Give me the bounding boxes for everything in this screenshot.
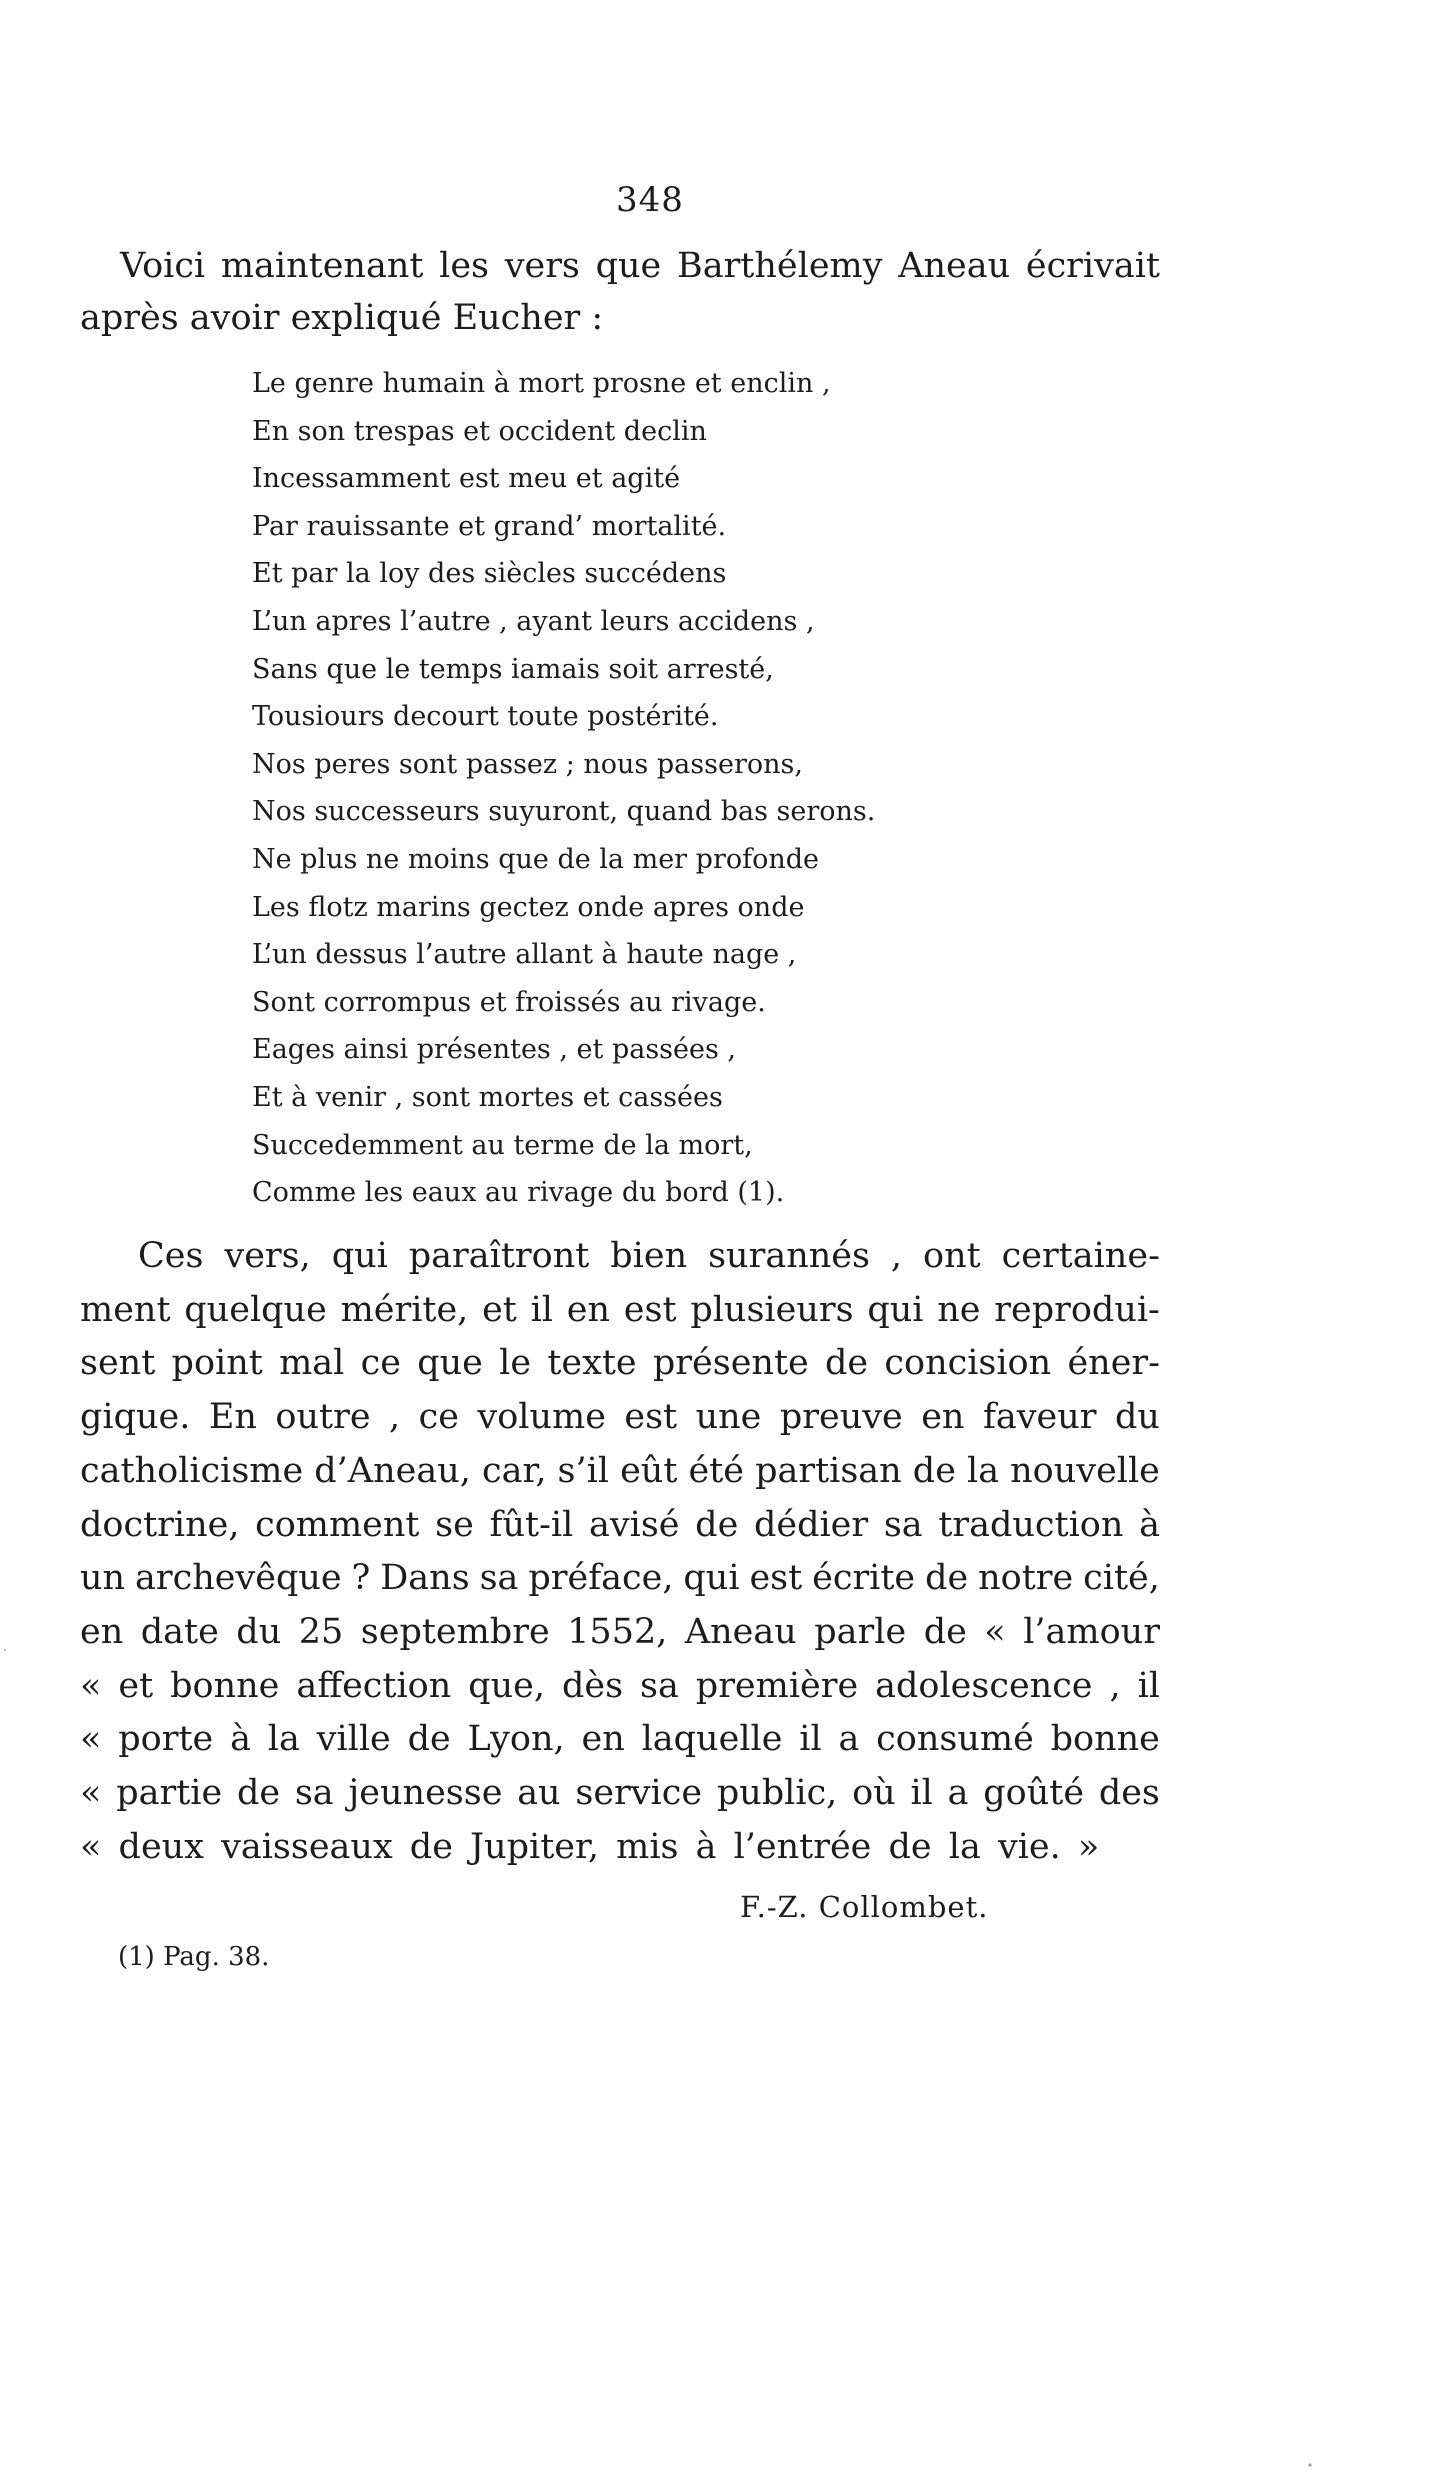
word: le: [499, 1343, 532, 1384]
word: Dans: [380, 1558, 470, 1599]
word: plusieurs: [690, 1289, 854, 1330]
word: ,: [1109, 1665, 1121, 1706]
word: concision: [884, 1343, 1052, 1384]
word: des: [1098, 1773, 1160, 1814]
word: est: [749, 1558, 803, 1599]
word: ville: [316, 1719, 391, 1760]
word: nouvelle: [1010, 1450, 1160, 1491]
author-signature: F.-Z. Collombet.: [740, 1890, 989, 1924]
poem-line: En son trespas et occident declin: [252, 415, 707, 447]
poem-line: Par rauissante et grand’ mortalité.: [252, 510, 727, 542]
word: septembre: [360, 1611, 550, 1652]
footnote: (1) Pag. 38.: [118, 1942, 270, 1972]
word: point: [171, 1343, 263, 1384]
word: présente: [652, 1343, 809, 1384]
word: faveur: [982, 1397, 1097, 1438]
word: bien: [610, 1236, 688, 1276]
word: il: [530, 1289, 553, 1330]
word: goûté: [983, 1773, 1085, 1814]
word: où: [852, 1773, 896, 1814]
word: sa: [640, 1665, 679, 1706]
word: il: [1137, 1665, 1160, 1706]
word: d’Aneau,: [314, 1450, 471, 1491]
word: surannés: [708, 1236, 870, 1276]
poem-line: Eages ainsi présentes , et passées ,: [252, 1034, 737, 1066]
word: et: [118, 1665, 154, 1706]
word: laquelle: [641, 1719, 783, 1760]
word: «: [80, 1773, 102, 1814]
word: de: [923, 1611, 967, 1652]
word: ce: [360, 1343, 401, 1384]
word: s’il: [557, 1450, 610, 1491]
word: que: [417, 1343, 483, 1384]
poem-line: L’un dessus l’autre allant à haute nage ,: [252, 939, 797, 971]
poem-line: Comme les eaux au rivage du bord (1).: [252, 1177, 785, 1209]
word: bonne: [1050, 1719, 1160, 1760]
poem-line: Incessamment est meu et agité: [252, 463, 681, 495]
word: qui: [331, 1236, 388, 1276]
poem-line: Sans que le temps iamais soit arresté,: [252, 653, 774, 685]
word: a: [838, 1719, 860, 1760]
word: avisé: [588, 1504, 680, 1545]
word: eût: [620, 1450, 678, 1491]
word: l’amour: [1023, 1611, 1160, 1652]
word: au: [517, 1773, 561, 1814]
word: Lyon,: [467, 1719, 565, 1760]
word: parle: [814, 1611, 907, 1652]
poem-line: Sont corrompus et froissés au rivage.: [252, 986, 766, 1018]
word: sent: [80, 1343, 156, 1384]
word: éner-: [1067, 1343, 1160, 1384]
word: ,: [890, 1236, 903, 1276]
word: dédier: [753, 1504, 869, 1545]
word: volume: [477, 1397, 606, 1438]
poem-line: Ne plus ne moins que de la mer profonde: [252, 843, 820, 875]
word: la: [267, 1719, 300, 1760]
word: est: [624, 1397, 678, 1438]
word: doctrine,: [80, 1504, 240, 1545]
word: un: [80, 1558, 126, 1599]
word: notre: [978, 1558, 1074, 1599]
word: gique.: [80, 1397, 191, 1438]
poem-line: L’un apres l’autre , ayant leurs accidens ,: [252, 605, 815, 637]
word: est: [623, 1289, 677, 1330]
word: et: [482, 1289, 517, 1330]
word: «: [80, 1719, 102, 1760]
word: qui: [683, 1558, 740, 1599]
word: 1552,: [567, 1611, 668, 1652]
poem-line: Et à venir , sont mortes et cassées: [252, 1081, 723, 1113]
word: de: [695, 1504, 739, 1545]
page-number: 348: [616, 180, 684, 220]
word: ,: [389, 1397, 401, 1438]
word: du: [1115, 1397, 1160, 1438]
intro-paragraph: Voici maintenant les vers que Barthélemy Aneau écrivait après avoir expliqué Eucher :: [80, 246, 1160, 338]
word: de: [236, 1773, 281, 1814]
word: partisan: [755, 1450, 902, 1491]
word: ?: [351, 1558, 371, 1599]
word: ce: [418, 1397, 459, 1438]
word: qui: [867, 1289, 924, 1330]
poem-line: Tousiours decourt toute postérité.: [252, 701, 719, 733]
poem-line: Les flotz marins gectez onde apres onde: [252, 891, 805, 923]
word: comment: [255, 1504, 420, 1545]
word: preuve: [779, 1397, 903, 1438]
word: fût-il: [489, 1504, 574, 1545]
word: sa: [883, 1504, 923, 1545]
poem-line: Le genre humain à mort prosne et enclin ,: [252, 368, 831, 399]
word: adolescence: [875, 1665, 1093, 1706]
word: en: [581, 1719, 625, 1760]
word: de: [912, 1450, 956, 1491]
word: quelque: [184, 1289, 327, 1330]
word: à: [230, 1719, 251, 1760]
word: public,: [716, 1773, 838, 1814]
poem-line: Nos successeurs suyuront, quand bas serons.: [252, 796, 876, 828]
word: partie: [116, 1773, 223, 1814]
word: traduction: [938, 1504, 1124, 1545]
word: 25: [298, 1611, 344, 1652]
word: car,: [481, 1450, 547, 1491]
word: reprodui-: [994, 1289, 1160, 1330]
poem-line: Nos peres sont passez ; nous passerons,: [252, 748, 803, 780]
word: ne: [937, 1289, 981, 1330]
word: porte: [118, 1719, 214, 1760]
word: se: [435, 1504, 474, 1545]
word: ment: [80, 1289, 171, 1330]
word: de: [407, 1719, 451, 1760]
word: sa: [294, 1773, 334, 1814]
word: été: [688, 1450, 744, 1491]
word: une: [695, 1397, 762, 1438]
word: ont: [923, 1236, 981, 1276]
word: catholicisme: [80, 1450, 304, 1491]
word: Aneau: [684, 1611, 797, 1652]
word: «: [80, 1665, 102, 1706]
word: préface,: [528, 1558, 674, 1599]
word: il: [910, 1773, 933, 1814]
word: jeunesse: [348, 1773, 503, 1814]
word: la: [967, 1450, 1000, 1491]
word: texte: [547, 1343, 637, 1384]
word: sa: [479, 1558, 519, 1599]
poem-line: Succedemment au terme de la mort,: [252, 1129, 753, 1161]
body-line: « deux vaisseaux de Jupiter, mis à l’entrée de la vie. »: [80, 1826, 1100, 1867]
word: dès: [561, 1665, 624, 1706]
word: à: [1139, 1504, 1160, 1545]
word: date: [140, 1611, 219, 1652]
word: archevêque: [135, 1558, 342, 1599]
word: Ces: [138, 1236, 204, 1276]
word: du: [236, 1611, 282, 1652]
word: en: [566, 1289, 611, 1330]
word: a: [947, 1773, 969, 1814]
word: bonne: [170, 1665, 280, 1706]
word: de: [825, 1343, 869, 1384]
word: service: [575, 1773, 703, 1814]
word: écrite: [812, 1558, 916, 1599]
word: mal: [279, 1343, 345, 1384]
word: cité,: [1083, 1558, 1160, 1599]
word: «: [984, 1611, 1006, 1652]
poem-line: Et par la loy des siècles succédens: [252, 558, 727, 590]
word: En: [208, 1397, 257, 1438]
word: vers,: [224, 1236, 311, 1276]
word: de: [925, 1558, 969, 1599]
word: en: [80, 1611, 124, 1652]
word: consumé: [876, 1719, 1034, 1760]
word: il: [799, 1719, 822, 1760]
word: certaine-: [1001, 1236, 1160, 1276]
word: que,: [468, 1665, 546, 1706]
word: mérite,: [340, 1289, 469, 1330]
word: en: [921, 1397, 965, 1438]
word: paraîtront: [408, 1236, 590, 1276]
word: affection: [296, 1665, 452, 1706]
word: première: [695, 1665, 859, 1706]
word: outre: [275, 1397, 371, 1438]
